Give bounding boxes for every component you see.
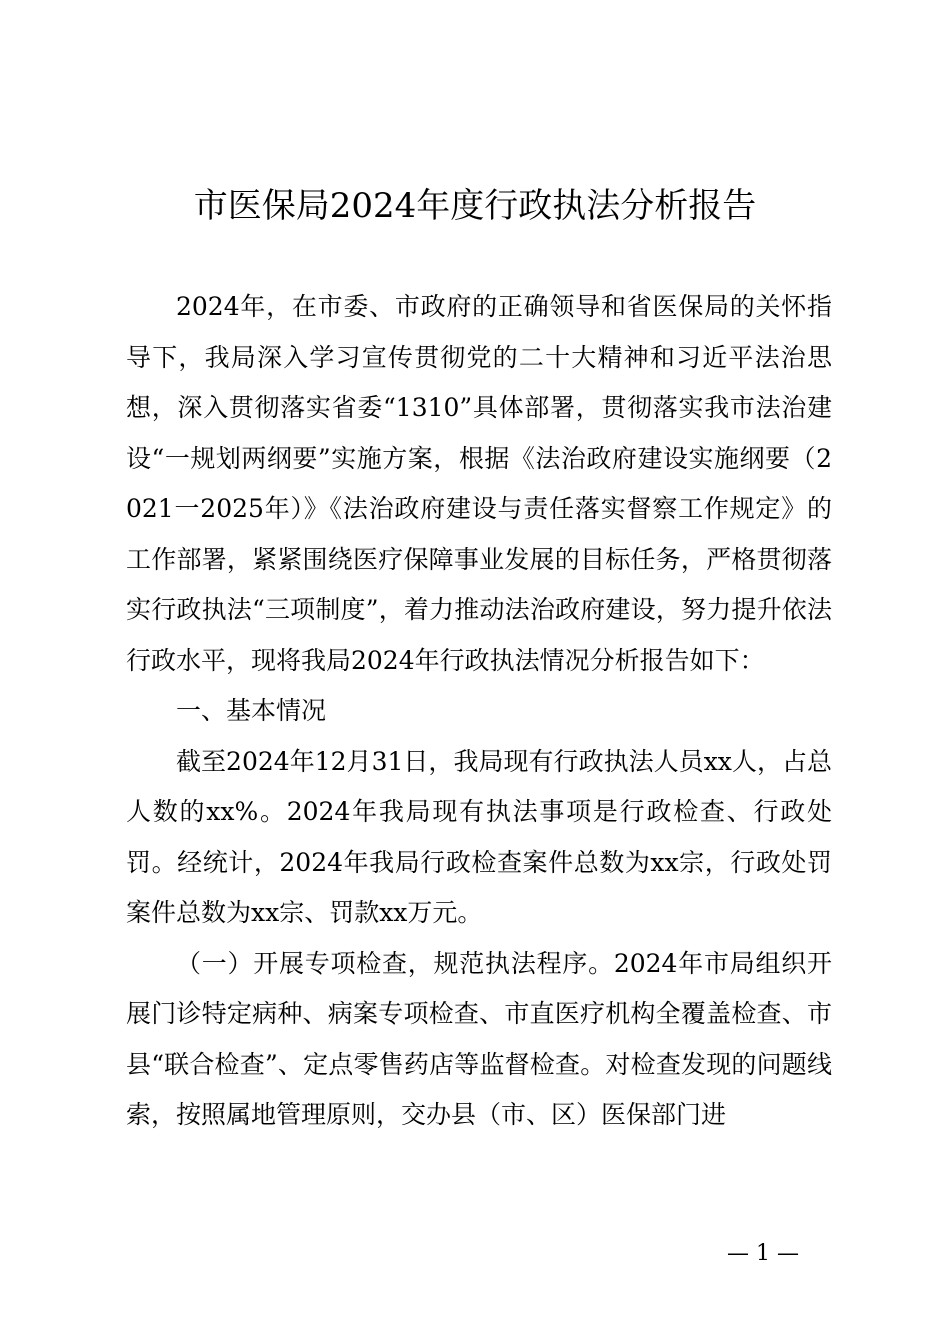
page-number: — 1 — [727,1241,799,1266]
paragraph-intro: 2024年，在市委、市政府的正确领导和省医保局的关怀指导下，我局深入学习宣传贯彻党的二十大精神和习近平法治思想，深入贯彻落实省委“1310”具体部署，贯彻落实我市法治建设“一规划两纲要”实施方案，根据《法治政府建设实施纲要（2021一2025年）》《法治政府建设与责任落实督察工作规定》的工作部署，紧紧围绕医疗保障事业发展的目标任务，严格贯彻落实行政执法“三项制度”，着力推动法治政府建设，努力提升依法行政水平，现将我局2024年行政执法情况分析报告如下： [126,292,832,675]
document-title: 市医保局2024年度行政执法分析报告 [193,186,757,226]
paragraph-basic-situation: 截至2024年12月31日，我局现有行政执法人员xx人，占总人数的xx%。2024年我局现有执法事项是行政检查、行政处罚。经统计，2024年我局行政检查案件总数为xx宗，行政处罚案件总数为xx宗、罚款xx万元。 [126,746,832,927]
document-body [126,282,832,1141]
section-heading-basic-situation: 一、基本情况 [176,696,327,725]
paragraph-special-inspection: （一）开展专项检查，规范执法程序。2024年市局组织开展门诊特定病种、病案专项检查、市直医疗机构全覆盖检查、市县“联合检查”、定点零售药店等监督检查。对检查发现的问题线索，按照属地管理原则，交办县（市、区）医保部门进 [126,948,832,1129]
